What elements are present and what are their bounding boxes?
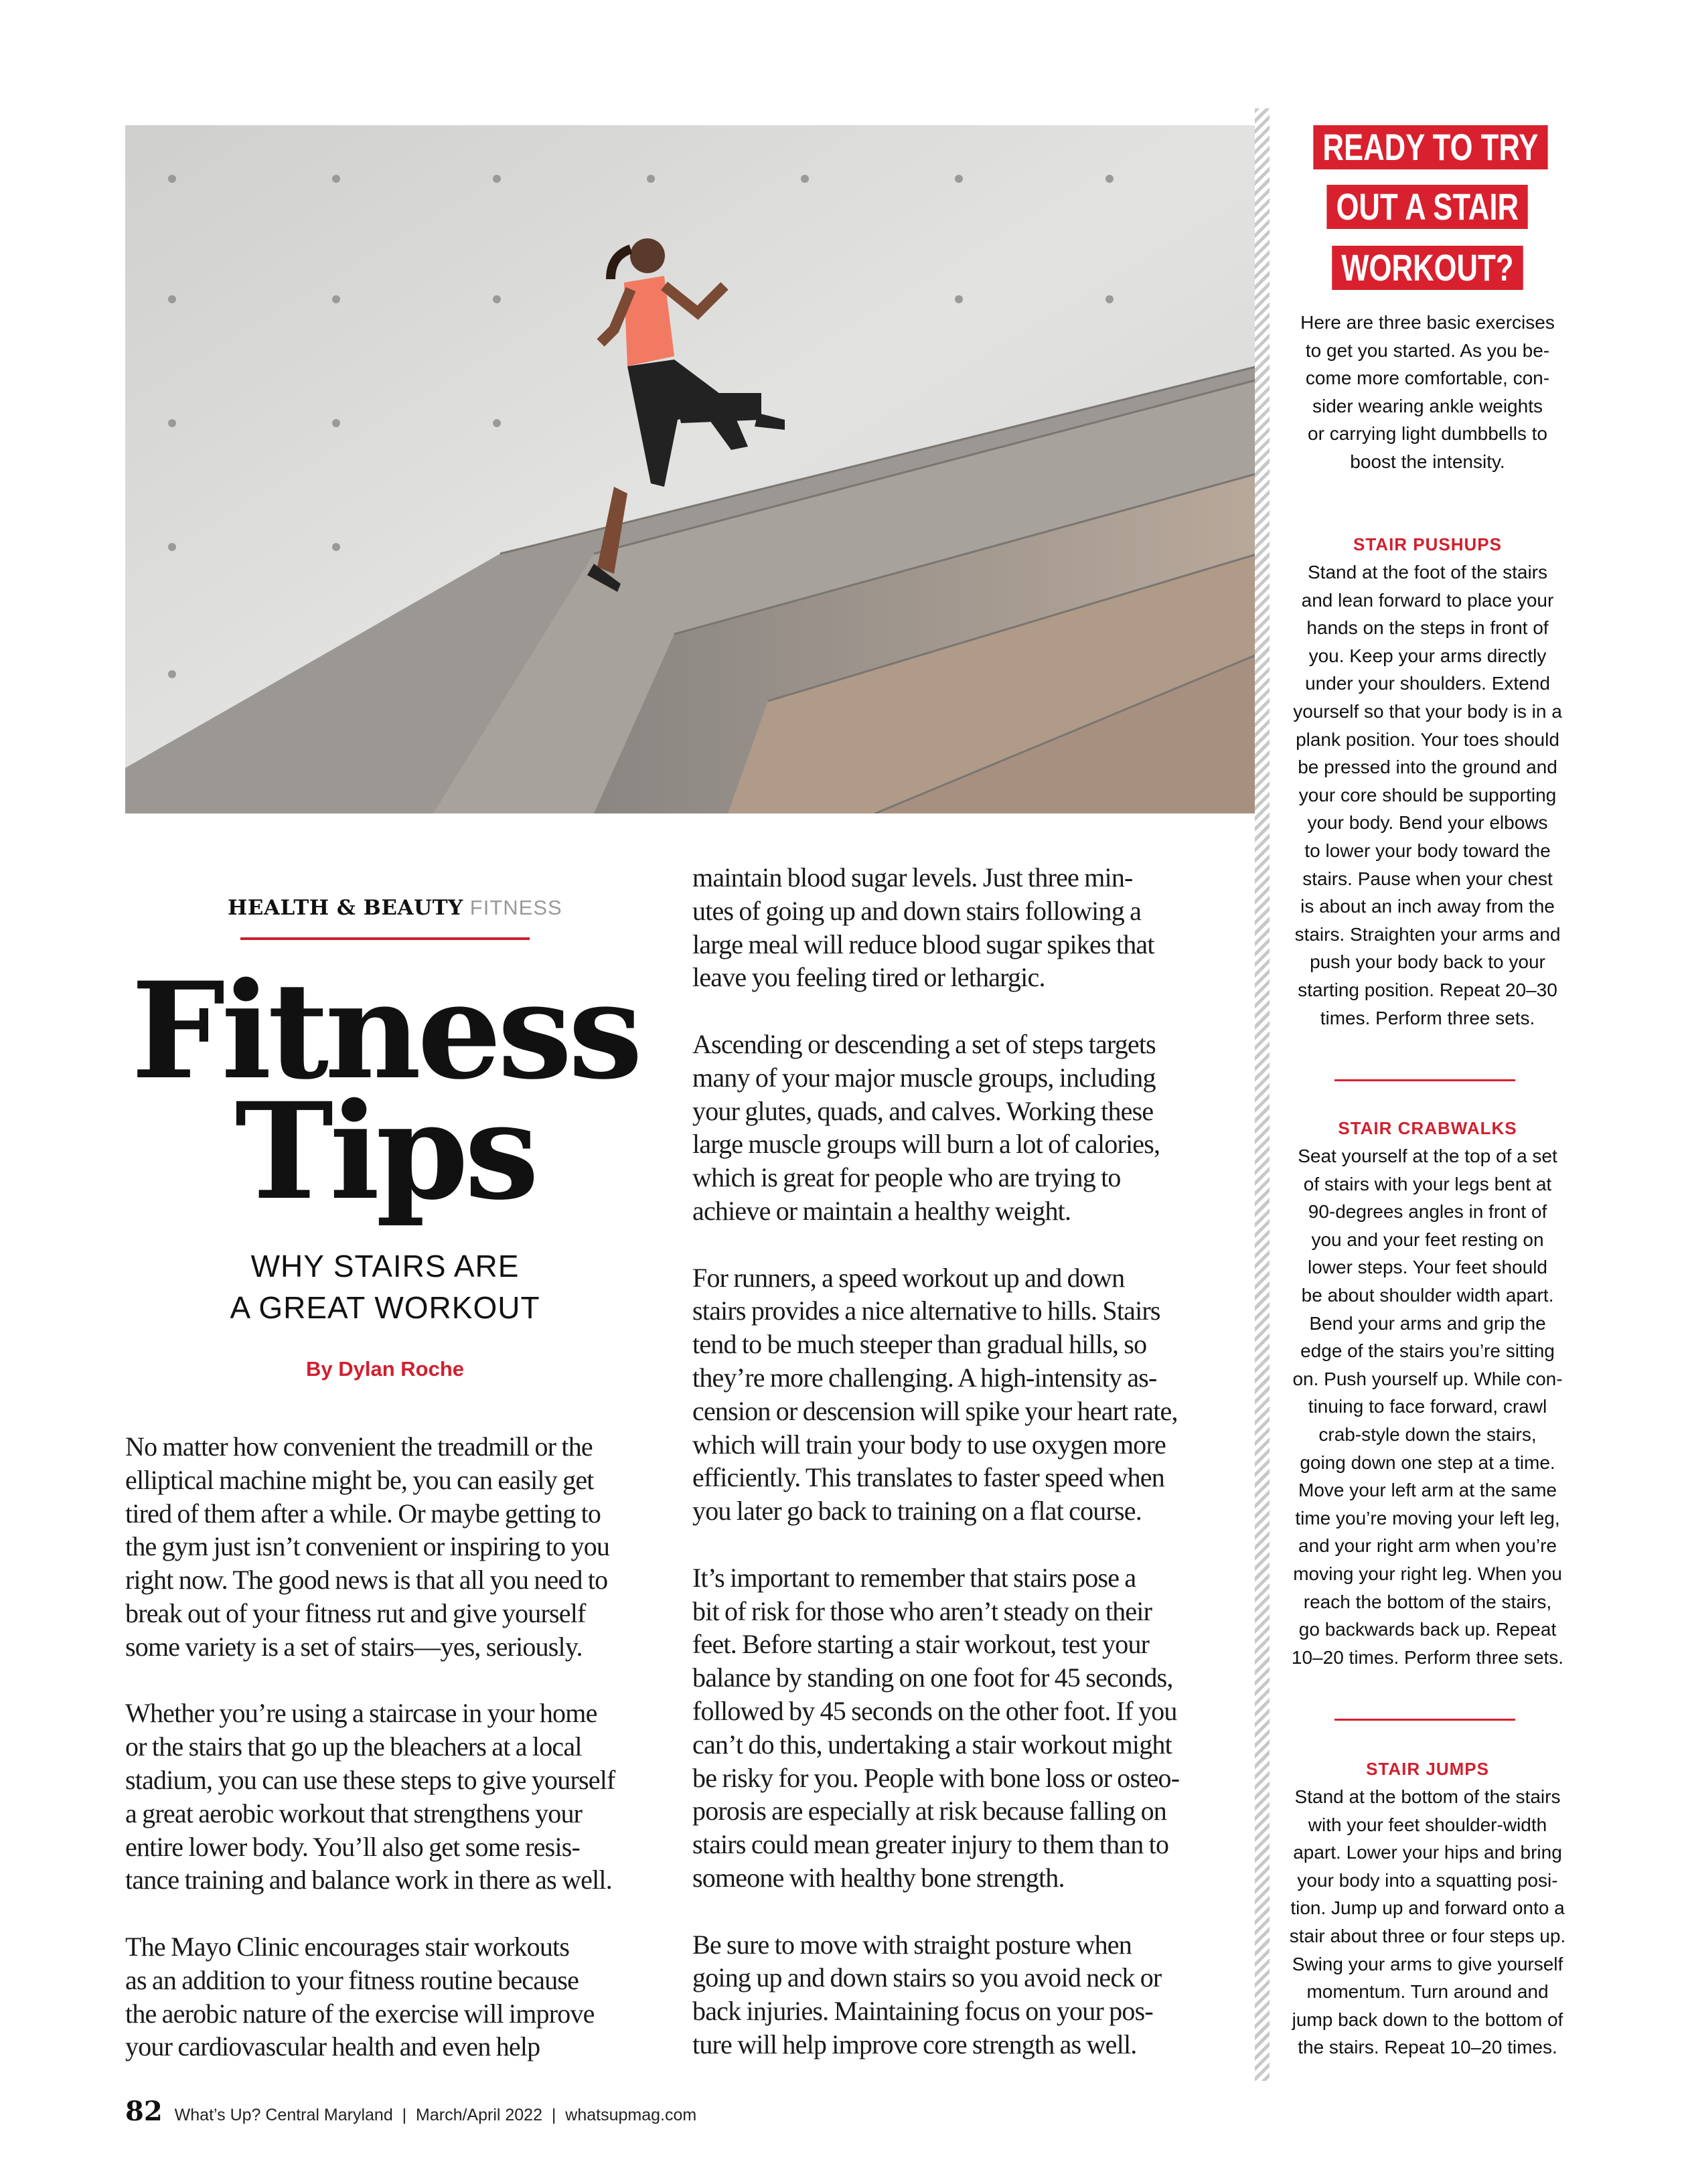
text-line: maintain blood sugar levels. Just three min- bbox=[692, 862, 1133, 892]
text-line: back injuries. Maintaining focus on your pos- bbox=[692, 1996, 1153, 2027]
text-line: your body into a squatting posi- bbox=[1297, 1869, 1558, 1891]
text-line: utes of going up and down stairs following a bbox=[692, 895, 1142, 926]
decorative-hatched-divider bbox=[1255, 108, 1270, 2081]
text-line: Here are three basic exercises bbox=[1300, 312, 1555, 333]
sidebar-intro bbox=[1272, 309, 1583, 476]
article-title-line1: Fitness bbox=[131, 953, 639, 1109]
text-line: stair about three or four steps up. bbox=[1289, 1925, 1566, 1946]
text-line: feet. Before starting a stair workout, test your bbox=[692, 1629, 1150, 1660]
text-line: For runners, a speed workout up and down bbox=[692, 1262, 1125, 1293]
text-line: you. Keep your arms directly bbox=[1308, 645, 1547, 666]
text-line: starting position. Repeat 20–30 bbox=[1298, 979, 1557, 1000]
text-line: crab-style down the stairs, bbox=[1318, 1423, 1537, 1445]
heading-text: OUT A STAIR bbox=[1327, 185, 1529, 229]
text-line: yourself so that your body is in a bbox=[1293, 700, 1562, 722]
text-line: Stand at the foot of the stairs bbox=[1308, 562, 1547, 582]
text-line: or the stairs that go up the bleachers at a local bbox=[125, 1731, 582, 1762]
text-line: a great aerobic workout that strengthens your bbox=[125, 1798, 583, 1828]
text-line: balance by standing on one foot for 45 seconds, bbox=[692, 1662, 1173, 1693]
text-line: boost the intensity. bbox=[1350, 451, 1505, 472]
section-kicker bbox=[228, 896, 562, 920]
text-line: bit of risk for those who aren’t steady on their bbox=[692, 1595, 1152, 1626]
text-line: momentum. Turn around and bbox=[1306, 1981, 1549, 2003]
exercise-heading: STAIR CRABWALKS bbox=[1338, 1118, 1517, 1138]
text-line: under your shoulders. Extend bbox=[1305, 673, 1550, 694]
text-line: tend to be much steeper than gradual hills, so bbox=[692, 1329, 1147, 1360]
text-line: come more comfortable, con- bbox=[1305, 368, 1550, 389]
paragraph bbox=[692, 1561, 1248, 1895]
text-line: can’t do this, undertaking a stair workout might bbox=[692, 1729, 1172, 1760]
text-line: many of your major muscle groups, including bbox=[692, 1062, 1156, 1093]
text-line: Move your left arm at the same bbox=[1298, 1480, 1557, 1501]
text-line: your body. Bend your elbows bbox=[1307, 812, 1548, 834]
subtitle-line: WHY STAIRS ARE bbox=[250, 1249, 520, 1283]
text-line: the gym just isn’t convenient or inspiring to you bbox=[125, 1531, 610, 1562]
body-column-middle bbox=[692, 861, 1248, 2094]
subtitle-line: A GREAT WORKOUT bbox=[230, 1290, 540, 1325]
page-number: 82 bbox=[125, 2096, 163, 2127]
text-line: It’s important to remember that stairs pose a bbox=[692, 1562, 1136, 1593]
text-line: push your body back to your bbox=[1310, 951, 1545, 973]
text-line: to lower your body toward the bbox=[1304, 840, 1551, 861]
text-line: leave you feeling tired or lethargic. bbox=[692, 962, 1045, 993]
text-line: jump back down to the bottom of bbox=[1292, 2009, 1563, 2030]
page-footer bbox=[125, 2096, 696, 2127]
text-line: stairs. Straighten your arms and bbox=[1294, 923, 1561, 945]
text-line: porosis are especially at risk because falling on bbox=[692, 1796, 1166, 1826]
text-line: stadium, you can use these steps to give yourself bbox=[125, 1764, 615, 1795]
text-line: going down one step at a time. bbox=[1300, 1452, 1555, 1473]
text-line: tired of them after a while. Or maybe getting to bbox=[125, 1498, 601, 1529]
text-line: break out of your fitness rut and give yourself bbox=[125, 1597, 586, 1628]
text-line: entire lower body. You’ll also get some resis- bbox=[125, 1831, 581, 1862]
text-line: of stairs with your legs bent at bbox=[1303, 1173, 1552, 1194]
text-line: they’re more challenging. A high-intensity as- bbox=[692, 1362, 1157, 1393]
text-line: No matter how convenient the treadmill or the bbox=[125, 1431, 593, 1462]
text-line: large muscle groups will burn a lot of calories, bbox=[692, 1129, 1160, 1160]
text-line: and lean forward to place your bbox=[1301, 589, 1554, 611]
paragraph bbox=[125, 1697, 674, 1897]
text-line: stairs could mean greater injury to them than to bbox=[692, 1829, 1169, 1860]
text-line: cension or descension will spike your heart rate, bbox=[692, 1395, 1178, 1426]
heading-text: READY TO TRY bbox=[1313, 125, 1547, 169]
text-line: as an addition to your fitness routine because bbox=[125, 1964, 579, 1995]
subsection-label: FITNESS bbox=[469, 896, 562, 919]
text-line: times. Perform three sets. bbox=[1320, 1007, 1535, 1028]
text-line: tance training and balance work in there as well. bbox=[125, 1865, 612, 1895]
paragraph bbox=[692, 861, 1248, 994]
text-line: Swing your arms to give yourself bbox=[1292, 1953, 1563, 1974]
text-line: elliptical machine might be, you can easily get bbox=[125, 1464, 594, 1495]
paragraph bbox=[692, 1261, 1248, 1528]
text-line: plank position. Your toes should bbox=[1296, 728, 1559, 750]
text-line: Be sure to move with straight posture when bbox=[692, 1929, 1132, 1960]
text-line: you and your feet resting on bbox=[1311, 1229, 1544, 1250]
text-line: someone with healthy bone strength. bbox=[692, 1862, 1065, 1893]
text-line: Seat yourself at the top of a set bbox=[1298, 1146, 1557, 1166]
text-line: go backwards back up. Repeat bbox=[1298, 1619, 1557, 1640]
publication-info: What’s Up? Central Maryland | March/April 2022 | whatsupmag.com bbox=[174, 2106, 697, 2124]
paragraph bbox=[692, 1928, 1248, 2061]
article-title-line2: Tips bbox=[234, 1073, 536, 1229]
text-line: the aerobic nature of the exercise will improve bbox=[125, 1998, 595, 2029]
text-line: which is great for people who are trying to bbox=[692, 1162, 1121, 1193]
exercise-heading: STAIR JUMPS bbox=[1366, 1759, 1489, 1779]
text-line: Bend your arms and grip the bbox=[1309, 1312, 1546, 1334]
text-line: stairs provides a nice alternative to hills. Stairs bbox=[692, 1296, 1160, 1326]
text-line: Whether you’re using a staircase in your home bbox=[125, 1698, 597, 1729]
exercise-body bbox=[1272, 558, 1583, 1032]
body-column-left bbox=[125, 1430, 674, 2097]
text-line: ture will help improve core strength as well. bbox=[692, 2029, 1137, 2059]
text-line: reach the bottom of the stairs, bbox=[1303, 1591, 1552, 1612]
byline: By Dylan Roche bbox=[305, 1357, 464, 1381]
exercise-body bbox=[1272, 1783, 1583, 2061]
text-line: you later go back to training on a flat course. bbox=[692, 1496, 1142, 1527]
text-line: be pressed into the ground and bbox=[1298, 757, 1557, 778]
text-line: Stand at the bottom of the stairs bbox=[1294, 1786, 1561, 1807]
sidebar-divider bbox=[1334, 1719, 1515, 1721]
exercise-heading: STAIR PUSHUPS bbox=[1353, 534, 1502, 554]
text-line: your core should be supporting bbox=[1298, 784, 1557, 805]
text-line: to get you started. As you be- bbox=[1305, 339, 1550, 361]
text-line: time you’re moving your left leg, bbox=[1295, 1507, 1560, 1529]
text-line: efficiently. This translates to faster speed when bbox=[692, 1462, 1164, 1493]
text-line: hands on the steps in front of bbox=[1306, 617, 1549, 639]
text-line: with your feet shoulder-width bbox=[1308, 1814, 1547, 1835]
paragraph bbox=[692, 1028, 1248, 1228]
text-line: and your right arm when you’re bbox=[1298, 1535, 1557, 1557]
text-line: which will train your body to use oxygen more bbox=[692, 1429, 1166, 1460]
text-line: some variety is a set of stairs—yes, seriously. bbox=[125, 1631, 583, 1662]
heading-text: WORKOUT? bbox=[1332, 246, 1523, 290]
text-line: right now. The good news is that all you need to bbox=[125, 1565, 608, 1595]
article-subtitle bbox=[125, 1245, 645, 1328]
sidebar-heading-line bbox=[1280, 125, 1575, 169]
text-line: the stairs. Repeat 10–20 times. bbox=[1298, 2037, 1557, 2058]
hero-photo-woman-running-stairs bbox=[125, 125, 1258, 813]
text-line: lower steps. Your feet should bbox=[1307, 1257, 1547, 1278]
text-line: or carrying light dumbbells to bbox=[1308, 423, 1547, 445]
text-line: followed by 45 seconds on the other foot. If you bbox=[692, 1695, 1177, 1726]
section-label: HEALTH & BEAUTY bbox=[228, 896, 463, 920]
text-line: moving your right leg. When you bbox=[1293, 1563, 1562, 1584]
text-line: edge of the stairs you’re sitting bbox=[1300, 1340, 1555, 1362]
text-line: achieve or maintain a healthy weight. bbox=[692, 1195, 1071, 1226]
text-line: The Mayo Clinic encourages stair workouts bbox=[125, 1931, 570, 1962]
paragraph bbox=[125, 1930, 674, 2063]
text-line: tion. Jump up and forward onto a bbox=[1290, 1897, 1565, 1919]
text-line: apart. Lower your hips and bring bbox=[1293, 1842, 1562, 1863]
text-line: is about an inch away from the bbox=[1300, 896, 1555, 917]
text-line: large meal will reduce blood sugar spikes that bbox=[692, 929, 1154, 959]
text-line: tinuing to face forward, crawl bbox=[1308, 1396, 1547, 1417]
text-line: going up and down stairs so you avoid neck or bbox=[692, 1962, 1162, 1993]
text-line: your glutes, quads, and calves. Working these bbox=[692, 1095, 1154, 1126]
text-line: be risky for you. People with bone loss or osteo- bbox=[692, 1762, 1180, 1793]
text-line: be about shoulder width apart. bbox=[1301, 1284, 1554, 1306]
text-line: 10–20 times. Perform three sets. bbox=[1291, 1646, 1564, 1668]
sidebar-divider bbox=[1334, 1079, 1515, 1081]
text-line: 90-degrees angles in front of bbox=[1308, 1201, 1547, 1223]
exercise-body bbox=[1272, 1142, 1583, 1671]
sidebar-heading-line bbox=[1280, 185, 1575, 229]
text-line: sider wearing ankle weights bbox=[1312, 395, 1543, 416]
text-line: on. Push yourself up. While con- bbox=[1292, 1368, 1563, 1389]
sidebar-heading-line bbox=[1280, 246, 1575, 290]
paragraph bbox=[125, 1430, 674, 1664]
kicker-underline bbox=[240, 937, 530, 940]
text-line: your cardiovascular health and even help bbox=[125, 2031, 540, 2062]
text-line: Ascending or descending a set of steps targets bbox=[692, 1028, 1156, 1059]
text-line: stairs. Pause when your chest bbox=[1302, 868, 1553, 889]
